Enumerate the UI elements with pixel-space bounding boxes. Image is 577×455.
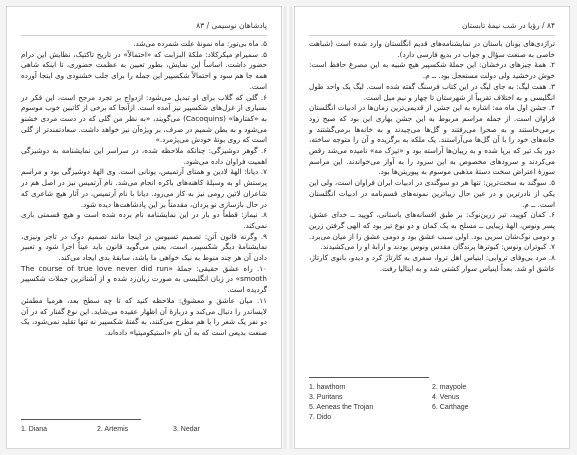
left-page	[6, 6, 282, 449]
footnote-item: 2. maypole	[432, 384, 467, 391]
right-page-footnotes	[309, 384, 555, 421]
note-paragraph: ۵. سوگند به سخت‌ترین: تنها هر دو سوگندی در ادبیات ایران فراوان است، ولی این یکی از نادرترین و در عین حال زیباترین نمونه‌های قسم‌نامه در ادبیات انگلستان است. ــ م.	[309, 178, 555, 209]
left-page-footnotes	[21, 426, 267, 433]
footnote-item: 5. Aeneas the Trojan	[309, 404, 374, 411]
note-paragraph: ۲. همهٔ چیزهای درخشان: این جملهٔ شکسپیر هیچ شبیه به این مصرع حافظ است: خوش درخشید ولی دولت مستعجل بود. ــ م.	[309, 60, 555, 81]
right-page	[294, 6, 570, 449]
note-paragraph: ۸. نیماز: قطعاً دو بار در این نمایشنامه نام برده شده است و هیچ قسمتی بازی نمی‌کند.	[21, 210, 267, 230]
note-paragraph: تراژدی‌های یونان باستان در نمایشنامه‌های قدیم انگلستان وارد شده است (شباهت خاصی به صنعت سؤال و جواب در بدیع فارسی دارد).	[309, 39, 555, 59]
left-page-running-head: پادشاهان نوسیمی / ۸۳	[196, 20, 267, 30]
footnote-divider	[21, 419, 141, 420]
footnote-item: 3. Puritans	[309, 394, 343, 401]
note-paragraph: ۵. ماه بی‌تور: ماه نمونهٔ علت شمرده می‌شد.	[133, 39, 267, 48]
note-paragraph: ۸. مرد بی‌وفای تروایی: اینیاس اهل تروا، سفری به کارتاژ کرد و دیدو، بانوی کارتاژ، عاشق او شد. بعداً اینیاس سوار کشتی شد و به ایتالیا رفت.	[309, 253, 555, 273]
note-paragraph: ۱۱. میان عاشق و معشوق: ملاحظه کنید که تا چه سطح بعد، هرمیا مطمئن لایساندر را دنبال می‌کند و دربارهٔ آن اظهار عقیده می‌شاید. این نوع گفتار که در آن دو نفر یک شعر را با هم مطرح می‌کنند، به گفتهٔ شکسپیر نه تنها تقلید نمی‌شود، یک صنعت بدیعی است که به آن نام «استیکومیتیا» داده‌اند.	[21, 295, 267, 337]
footnote-item: 1. hawthorn	[309, 384, 346, 391]
footnote-item: 6. Carthage	[432, 404, 469, 411]
footnote-item: 3. Nedar	[173, 426, 200, 433]
left-page-header	[21, 18, 267, 36]
note-paragraph: ۷. کبوتران ونوس: کبوترها پرندگان مقدس ونوس بودند و ارابهٔ او را می‌کشیدند.	[320, 242, 555, 252]
note-paragraph: ۶. گلی که گلاب برای او تبدیل می‌شود: ازدواج بر تجرد مرجح است، این فکر در بسیاری از غزل‌های شکسپیر نیز آمده است. ازآنجا که برخی از کاتبین خوب موسوم به «کفتارها» (Cacoquins) می‌گویند، «به نظر من گلی که در دست مردی خشنو می‌شود و به بطن شمیم در صرف، بر ویژه‌آن نیز خواهد داشت. سعادتمندتر از گلی است که روی بوتهٔ خودش می‌پژمرد.»	[21, 92, 267, 145]
note-paragraph: ۹. وگرنه قانون آتن: تصمیم تسیوس در اینجا مانند تصمیم دوک در تاجر ونیزی، نمایشنامهٔ دیگر شکسپیر، است، یعنی می‌گوید قانون باید عیناً اجرا شود و تعبیر دادن آن هر چند منوط به نیک خواهی ما باشد، سابقهٔ بدی ایجاد می‌کند.	[21, 231, 267, 263]
footnote-item: 2. Artemis	[97, 426, 129, 433]
footnote-item: 1. Diana	[21, 426, 48, 433]
footnote-divider	[309, 377, 429, 378]
right-page-body	[309, 39, 555, 274]
left-page-body	[21, 39, 267, 339]
right-page-header	[309, 18, 555, 36]
footnote-item	[432, 414, 555, 421]
note-paragraph: ۴. جشن اول ماه مه: اشاره به این جشن از قدیمی‌ترین زمان‌ها در ادبیات انگلستان فراوان است. از جمله مراسم مربوط به این جشن بهاری این بود که صبح زود برمی‌خاستند و به صحرا می‌رفتند و گل‌ها می‌چیدند و به خانه‌ها برمی‌گشتند و خانه‌های خود را با آن گل‌ها می‌آراستند. یک ملکه به برگزیده و آن را متوجه ساخته، دور یک تیر که برپا شده و به ریبان‌ها آراسته بود و «تیرک مه» نامیده می‌شد رقص می‌کردند و سرودهای مخصوص به این سرود را به آواز می‌خواندند. این مراسم سورهٔ اعتراض سخت دستهٔ مذهبی موسوم به پیوریتن‌ها بود.	[309, 103, 555, 177]
note-paragraph: ۵. سمیرام میکرکلاد: ملکهٔ البزابت که «احتمالاً» در تاریخ تاکتیک، نظایش این درام حضور داشت. اساساً این نمایش، بطور تعیین به عظمت حضوری، تا اینکه شاهی همه جا هم سود و احتمالاً شکسپیر این جمله را برای جلب خشنودی وی اینجا آورده است.	[21, 49, 267, 91]
footnote-item: 4. Venus	[432, 394, 460, 401]
note-paragraph: ۶. کمان کوپید، تیر زرین‌نوک: بر طبق افسانه‌های باستانی، کوپید ــ خدای عشق، پسر ونوس، الههٔ زیبایی ــ مسلح به یک کمان و دو نوع تیر بود که الهی گرفتن زرین و دومی نوک‌شان سربی بود. اولی سبب عشق بود و دومی عشق را از میان می‌برد.	[309, 210, 555, 241]
book-gutter	[284, 6, 292, 449]
note-paragraph: ۳. هفت لیگ: به جای لیگ در این کتاب فرسنگ گفته شده است. لیگ یک واحد طول انگلیسی و به اختلاف تقریباً از شهرستان تا چهار و نیم میل است.	[309, 81, 555, 102]
note-paragraph: ۱۰. راه عشق حقیقی: جملهٔ «The course of true love never did run smooth» در زبان انگلیسی به صورت زبان‌زد شده و از آشناترین جملات شکسپیر گردیده است.	[21, 263, 267, 295]
note-paragraph: ۷. دیانا: الههٔ لادین و همتای آرتمیس، یونانی است. وی الههٔ دوشیزگی بود و مراسم پرستش او به وسیلهٔ کاهنه‌های باکره انجام می‌شد. نام آرتمیس نیز در اصل هم در شاعران لاتین رومی نیز به کار می‌رود. دیانا با نام آرتمیس، در آثار هیچ شاعری که در حال بازسازی نو یزدان، مقدمتاً بر این پادشاهت‌ها دیده شود.	[21, 167, 267, 209]
right-page-running-head: ۸۴ / رؤیا در شب نیمهٔ تابستان	[461, 20, 555, 30]
note-paragraph: ۶. گوهر دوشیزگی: چنانکه ملاحظه شده، در سراسر این نمایشنامه به دوشیزگی اهمیت فراوان داده می‌شود.	[21, 146, 267, 166]
footnote-item: 7. Dido	[309, 414, 332, 421]
